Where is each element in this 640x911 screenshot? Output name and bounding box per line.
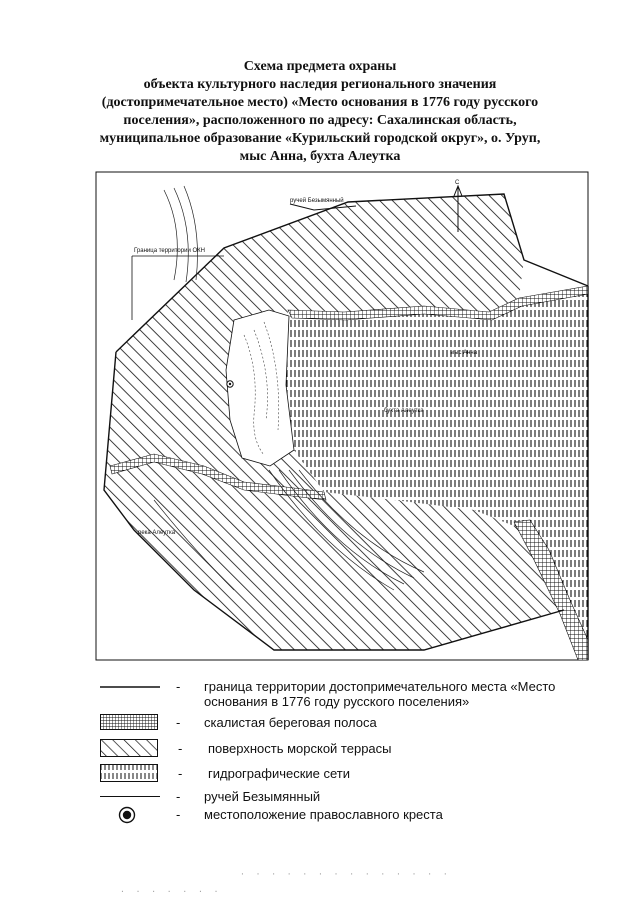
cross-marker-icon (118, 806, 136, 824)
bay-label: бухта Алеутка (384, 408, 424, 414)
title-line: объекта культурного наследия регионального значения (143, 77, 497, 92)
legend-label: местоположение православного креста (204, 807, 443, 822)
legend-dash: - (176, 679, 181, 694)
protection-scheme-map (94, 170, 590, 662)
scan-noise: · · · · · · · · · · · · · · (240, 870, 451, 879)
legend-label: основания в 1776 году русского поселения» (204, 694, 470, 709)
title-line: муниципальное образование «Курильский городской округ», о. Уруп, (99, 131, 541, 146)
cape-label: мыс Анна (450, 350, 478, 356)
legend-label: поверхность морской террасы (208, 741, 392, 756)
boundary-label: Граница территории ОКН (134, 248, 205, 254)
title-line: (достопримечательное место) «Место основания в 1776 году русского (101, 95, 539, 110)
legend-item-marine-terrace (96, 738, 566, 760)
title-line: мыс Анна, бухта Алеутка (239, 149, 401, 164)
legend-dash: - (176, 789, 181, 804)
title-line: поселения», расположенного по адресу: Сахалинская область, (123, 113, 517, 128)
title-line: Схема предмета охраны (243, 59, 397, 74)
legend-dash: - (178, 741, 183, 756)
legend-item-stream (96, 788, 566, 806)
map-title (70, 58, 570, 166)
legend-label: граница территории достопримечательного места «Место (204, 679, 556, 694)
stream-line-swatch (100, 795, 160, 798)
north-label: С (455, 180, 460, 186)
legend-dash: - (176, 807, 181, 822)
legend-label: скалистая береговая полоса (204, 715, 377, 730)
crosshatch-swatch (100, 714, 158, 730)
legend-item-boundary (96, 678, 566, 710)
legend-item-rocky-shore (96, 712, 566, 734)
legend-dash: - (178, 766, 183, 781)
river-label: река Алеутка (138, 530, 176, 536)
legend-item-hydro (96, 763, 566, 785)
legend-label: ручей Безымянный (204, 789, 321, 804)
orthodox-cross-marker (227, 381, 233, 387)
legend-item-cross (96, 806, 566, 826)
stream-label: ручей Безымянный (290, 198, 344, 204)
legend-label: гидрографические сети (208, 766, 351, 781)
boundary-line-swatch (100, 685, 160, 689)
legend-dash: - (176, 715, 181, 730)
diagonal-hatch-swatch (100, 739, 158, 757)
vertical-hatch-swatch (100, 764, 158, 782)
scan-noise: . . . . . . . (120, 886, 222, 895)
